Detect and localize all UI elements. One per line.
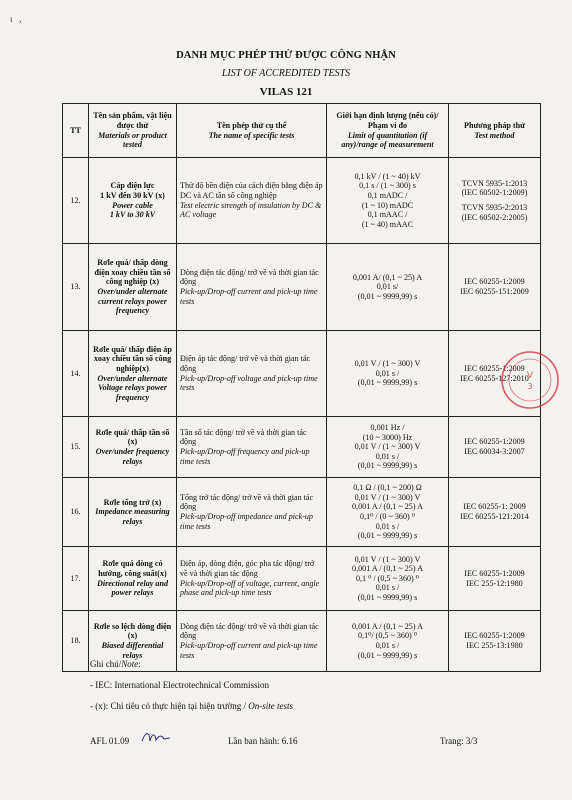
limit-line: 0,001 A / (0,1 ~ 25) A — [352, 502, 423, 512]
test-name-en: Pick-up/Drop-off voltage and pick-up time tests — [180, 373, 318, 393]
limit-cell — [327, 244, 449, 331]
limit-line: 0,1 s / (1 ~ 300) s — [359, 181, 416, 191]
col-header-method: Phương pháp thử Test method — [449, 104, 541, 158]
product-name-en: Over/under alternate current relays power frequency — [97, 287, 168, 316]
method-line: IEC 60255-127:2010 — [460, 373, 529, 383]
row-number-text: 13. — [70, 282, 81, 292]
test-cell — [177, 547, 327, 611]
method-line: IEC 60255-1:2009 — [464, 631, 525, 641]
method-cell — [449, 158, 541, 244]
limit-line: 0,01 V / (1 ~ 300) V — [354, 554, 421, 564]
row-number-text: 12. — [70, 195, 81, 205]
product-name-vi: 1 kV đến 30 kV (x) — [100, 190, 165, 200]
product-name-en: Directional relay and power relays — [96, 578, 169, 598]
product-name-en: Impedance measuring relays — [95, 507, 170, 526]
method-line: TCVN 5935-1:2013 — [461, 178, 528, 188]
test-cell — [177, 158, 327, 244]
limit-cell — [327, 158, 449, 244]
accreditation-code: VILAS 121 — [259, 86, 313, 98]
limit-line: (10 ~ 3000) Hz — [362, 432, 413, 442]
method-line: IEC 60255-1:2009 — [464, 363, 525, 373]
red-seal-stamp — [498, 348, 562, 412]
limit-line: 0,01 s / — [375, 368, 400, 378]
limit-line: 0,01 s / — [375, 521, 400, 531]
test-name-en: Pick-up/Drop-off current and pick-up time tests — [180, 287, 318, 306]
method-line: IEC 60255-1:2009 — [464, 437, 525, 447]
product-cell — [89, 244, 177, 331]
limit-line: 0,001 A / (0,1 ~ 25) A — [352, 564, 423, 574]
table-row — [63, 478, 541, 547]
limit-line: (1 ~ 10) mADC — [361, 200, 414, 210]
footer-form-code: AFL 01.09 — [90, 736, 130, 746]
test-name-en: Pick-up/Drop-off current and pick-up time tests — [180, 641, 318, 660]
product-cell — [89, 417, 177, 478]
test-name-vi: Tổng trở tác động/ trở về và thời gian tác động — [180, 492, 314, 512]
product-name-vi: Rơle quá/ thấp điện áp xoay chiều tần số công nghiệp(x) — [93, 344, 172, 373]
method-line: (IEC 60502-1:2009) — [461, 188, 528, 198]
footer-page: Trang: 3/3 — [440, 736, 478, 746]
method-cell — [449, 244, 541, 331]
product-cell — [89, 331, 177, 417]
limit-cell — [327, 611, 449, 672]
limit-line: 0,1 mADC / — [367, 190, 408, 200]
row-number — [63, 547, 89, 611]
limit-line: 0,1 Ω / (0,1 ~ 200) Ω — [353, 483, 422, 493]
limit-line: 0,1 kV / (1 ~ 40) kV — [354, 171, 421, 181]
row-number — [63, 611, 89, 672]
scan-mark: ɩ , — [10, 14, 22, 24]
limit-line: (0,01 ~ 9999,99) s — [357, 461, 418, 471]
test-cell — [177, 244, 327, 331]
limit-line: 0,1⁰ / (0 ~ 360) ⁰ — [360, 512, 415, 521]
method-line: IEC 60255-1: 2009 — [463, 502, 526, 512]
product-name-en: 1 kV to 30 kV — [109, 210, 156, 220]
row-number — [63, 417, 89, 478]
product-name-vi: Rơle quá dòng có hướng, công suất(x) — [98, 559, 167, 578]
product-name-en: Over/under frequency relays — [95, 447, 170, 466]
row-number — [63, 244, 89, 331]
limit-line: 0,01 s/ — [376, 282, 399, 292]
limit-line: (0,01 ~ 9999,99) s — [357, 592, 418, 602]
test-name-vi: Điện áp, dòng điện, góc pha tác động/ trở về và thời gian tác động — [180, 559, 315, 578]
test-name-en: Pick-up/Drop-off impedance and pick-up time tests — [180, 512, 313, 531]
method-line: IEC 60255-1:2009 — [464, 568, 525, 578]
table-row — [63, 244, 541, 331]
row-number-text: 16. — [70, 507, 81, 517]
signature-scribble — [140, 729, 172, 745]
accredited-tests-table — [62, 103, 541, 672]
product-cell — [89, 547, 177, 611]
limit-line: 0,01 s / — [375, 641, 400, 650]
limit-line: 0,01 V / (1 ~ 300) V — [354, 492, 421, 502]
test-name-vi: Tần số tác động/ trở về và thời gian tác động — [180, 427, 307, 447]
row-number-text: 18. — [70, 636, 81, 646]
test-cell — [177, 331, 327, 417]
test-name-en: Test electric strength of insulation by DC & AC voltage — [180, 200, 322, 220]
limit-line: 0,1 mAAC / — [367, 210, 408, 220]
svg-text:V: V — [526, 371, 534, 381]
product-cell — [89, 158, 177, 244]
table-row — [63, 331, 541, 417]
notes-section — [90, 658, 293, 721]
method-line: IEC 60255-151:2009 — [460, 287, 529, 296]
test-name-vi: Điện áp tác động/ trở về và thời gian tác động — [180, 354, 311, 373]
limit-line: (0,01 ~ 9999,99) s — [357, 378, 418, 388]
limit-cell — [327, 417, 449, 478]
method-line: IEC 60255-1:2009 — [464, 277, 525, 287]
limit-line: 0,01 s / — [375, 451, 400, 461]
col-header-limit: Giới hạn định lượng (nếu có)/ Phạm vi đo Limit of quantitation (if any)/range of measurement — [327, 104, 449, 158]
test-name-vi: Dòng điện tác động/ trở về và thời gian tác động — [180, 267, 319, 287]
col-header-tt: TT — [63, 104, 89, 158]
footer-issue: Lần ban hành: 6.16 — [228, 736, 298, 746]
notes-label: Ghi chú/Note: — [90, 659, 141, 669]
product-name-vi: Rơle quá/ thấp tần số (x) — [95, 427, 170, 447]
svg-text:3: 3 — [527, 382, 533, 391]
limit-cell — [327, 331, 449, 417]
table-row — [63, 547, 541, 611]
row-number — [63, 158, 89, 244]
limit-line: 0,01 s / — [375, 583, 400, 593]
limit-line: (1 ~ 40) mAAC — [361, 219, 414, 229]
limit-line: 0,001 Hz / — [370, 423, 405, 433]
document-subtitle: LIST OF ACCREDITED TESTS — [221, 68, 351, 79]
test-name-en: Pick-up/Drop-off of voltage, current, angle phase and pick-up time tests — [180, 578, 320, 598]
product-name-en: Power cable — [112, 200, 153, 210]
note-iec: - IEC: International Electrotechnical Commission — [90, 680, 269, 690]
limit-line: 0,001 A / (0,1 ~ 25) A — [352, 621, 423, 631]
limit-line: 0,01 V / (1 ~ 300) V — [354, 442, 421, 452]
limit-line: (0,01 ~ 9999,99) s — [357, 291, 418, 301]
limit-line: 0,001 A/ (0,1 ~ 25) A — [352, 272, 423, 282]
method-line: (IEC 60502-2:2005) — [461, 212, 528, 222]
limit-line: (0,01 ~ 9999,99) s — [357, 650, 418, 660]
row-number-text: 15. — [70, 442, 81, 452]
row-number — [63, 478, 89, 547]
product-cell — [89, 478, 177, 547]
limit-line: 0,1 ⁰ / (0,5 ~ 360) ⁰ — [355, 573, 420, 583]
product-name-en: Over/under alternate Voltage relays power frequency — [97, 373, 168, 402]
product-name-en: Biased differential relays — [101, 641, 164, 660]
test-name-vi: Thử độ bền điện của cách điện bằng điện áp DC và AC tần số công nghiệp — [180, 181, 323, 200]
product-name-vi: Rơle quá/ thấp dòng điện xoay chiều tần số công nghiệp (x) — [94, 258, 171, 287]
note-onsite: - (x): Chỉ tiêu có thực hiện tại hiện trường / On-site tests — [90, 701, 293, 711]
row-number-text: 14. — [70, 368, 81, 378]
col-header-test: Tên phép thử cụ thể The name of specific tests — [177, 104, 327, 158]
method-cell — [449, 417, 541, 478]
table-row — [63, 417, 541, 478]
test-cell — [177, 478, 327, 547]
row-number-text: 17. — [70, 573, 81, 583]
method-line: TCVN 5935-2:2013 — [461, 203, 528, 212]
test-name-vi: Dòng điện tác động/ trở về và thời gian tác động — [180, 621, 319, 641]
method-line: IEC 60255-121:2014 — [460, 512, 529, 521]
method-cell — [449, 611, 541, 672]
product-name-vi: Rơle tổng trở (x) — [103, 497, 162, 507]
test-name-en: Pick-up/Drop-off frequency and pick-up time tests — [180, 447, 310, 466]
product-name-vi: Cáp điện lực — [110, 181, 155, 191]
row-number — [63, 331, 89, 417]
method-line: IEC 60034-3:2007 — [464, 447, 525, 456]
document-title: DANH MỤC PHÉP THỬ ĐƯỢC CÔNG NHẬN — [176, 50, 396, 61]
table-row — [63, 158, 541, 244]
method-cell — [449, 547, 541, 611]
product-name-vi: Rơle so lệch dòng điện (x) — [93, 621, 172, 641]
method-cell — [449, 478, 541, 547]
col-header-product: Tên sản phẩm, vật liệu được thử Materials or product tested — [89, 104, 177, 158]
table-header-row — [63, 104, 541, 158]
test-cell — [177, 417, 327, 478]
method-line: IEC 255-12:1980 — [466, 578, 523, 588]
limit-cell — [327, 478, 449, 547]
limit-line: 0,1⁰/ (0,5 ~ 360) ⁰ — [358, 631, 417, 641]
method-line: IEC 255-13:1980 — [466, 641, 523, 650]
limit-line: (0,01 ~ 9999,99) s — [357, 531, 418, 541]
limit-line: 0,01 V / (1 ~ 300) V — [354, 359, 421, 369]
limit-cell — [327, 547, 449, 611]
